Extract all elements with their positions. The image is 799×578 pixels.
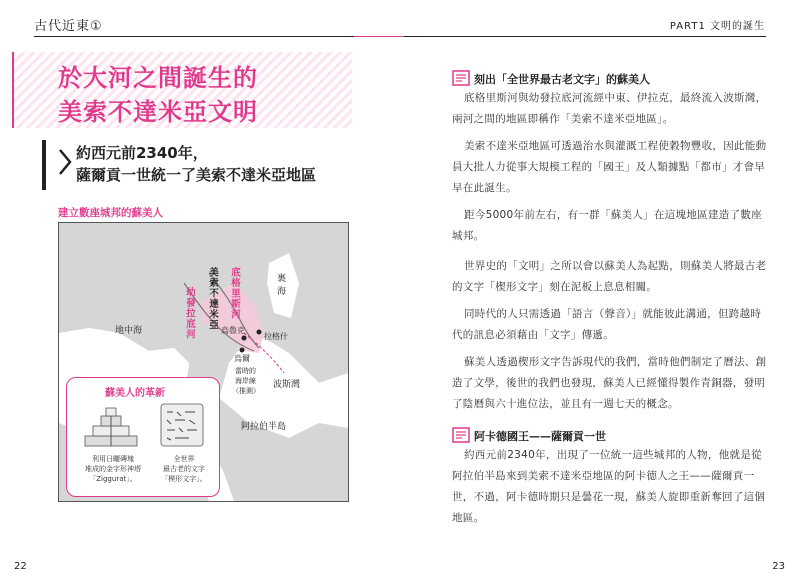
paragraph-7: 約西元前2340年，出現了一位統一這些城邦的人物，他就是從 阿拉伯半島來到美索不達米亞地區的阿卡德人之王——薩爾貢一 世，不過，阿卡德時期只是曇花一現，蘇美人旋即重新奪回了這個 地區。 — [452, 449, 766, 524]
paragraph-2: 美索不達米亞地區可透過治水與灌溉工程使穀物豐收，因此能動 員大批人力從事大規模工程的「國王」及人類據點「都市」才會早 早在此誕生。 — [452, 140, 767, 194]
city-marker-ur — [240, 348, 245, 353]
page-title-line1: 於大河之間誕生的 — [58, 64, 258, 92]
title-frame — [12, 52, 14, 128]
paragraph-6: 蘇美人透過楔形文字告訴現代的我們，當時他們制定了曆法、創 造了文學，後世的我們也發現，蘇美人已經懂得製作青銅器，發明 了陰曆與六十進位法，並且有一週七天的概念。 — [452, 356, 767, 410]
ziggurat-icon — [81, 402, 141, 448]
section-title-2: 阿卡德國王——薩爾貢一世 — [474, 430, 606, 443]
inset-title: 蘇美人的革新 — [105, 388, 165, 399]
subtitle-line1: 約西元前2340年， — [76, 144, 208, 162]
map-label-caspian-b: 海 — [277, 287, 287, 297]
header-rule — [34, 36, 354, 37]
map-label-persian-gulf: 波斯灣 — [273, 380, 301, 390]
paragraph-3: 距今5000年前左右，有一群「蘇美人」在這塊地區建造了數座 城邦。 — [452, 209, 762, 242]
page-number-left: 22 — [14, 561, 27, 572]
map-label-coast-2: 海岸線 — [235, 377, 256, 385]
map-label-ur: 烏爾 — [234, 354, 250, 363]
header-rule-right — [404, 36, 766, 37]
section-heading-icon-2 — [452, 427, 470, 443]
map-label-caspian-a: 裏 — [277, 274, 287, 284]
map-label-lagash: 拉格什 — [264, 332, 288, 341]
inset-caption-ziggurat: 利用日曬磚塊 堆成的金字形神塔 「Ziggurat」。 — [85, 455, 141, 483]
header-left-title: 古代近東① — [34, 19, 103, 34]
paragraph-1: 底格里斯河與幼發拉底河流經中東、伊拉克，最終流入波斯灣， 兩河之間的地區即稱作「美索不達米亞地區」。 — [452, 92, 767, 125]
header-rule-accent — [354, 36, 404, 37]
chevron-right-icon — [58, 148, 72, 176]
city-marker-lagash — [257, 330, 262, 335]
river-label-euphrates: 幼發拉底河 — [184, 287, 195, 340]
section-title-1: 刻出「全世界最古老文字」的蘇美人 — [474, 73, 650, 86]
map-label-mediterranean: 地中海 — [115, 326, 143, 336]
page-title-line2: 美索不達米亞文明 — [58, 98, 258, 126]
region-label-mesopotamia: 美索不達米亞 — [207, 267, 218, 330]
inset-caption-cuneiform: 全世界 最古老的文字 「楔形文字」。 — [161, 455, 207, 483]
paragraph-5: 同時代的人只需透過「語言（聲音）」就能彼此溝通，但跨越時 代的訊息必須藉由「文字」傳遞。 — [452, 308, 762, 341]
map-label-arabia: 阿拉伯半島 — [241, 422, 287, 432]
paragraph-4: 世界史的「文明」之所以會以蘇美人為起點，則蘇美人將最古老 的文字「楔形文字」刻在泥板上息息相關。 — [452, 260, 767, 293]
subtitle-line2: 薩爾貢一世統一了美索不達米亞地區 — [76, 166, 317, 184]
section-heading-icon — [452, 70, 470, 86]
header-right-title: PART1 文明的誕生 — [669, 21, 765, 32]
map-label-coast-3: （推測） — [232, 387, 260, 395]
inset-panel — [66, 377, 220, 497]
map-label-uruk: 烏魯克 — [221, 326, 245, 335]
map-heading: 建立數座城邦的蘇美人 — [58, 207, 163, 219]
cuneiform-tablet-icon — [159, 402, 205, 448]
river-label-tigris: 底格里斯河 — [229, 267, 240, 320]
city-marker-uruk — [242, 336, 247, 341]
map-label-coast-1: 當時的 — [235, 367, 256, 375]
page-number-right: 23 — [772, 561, 785, 572]
